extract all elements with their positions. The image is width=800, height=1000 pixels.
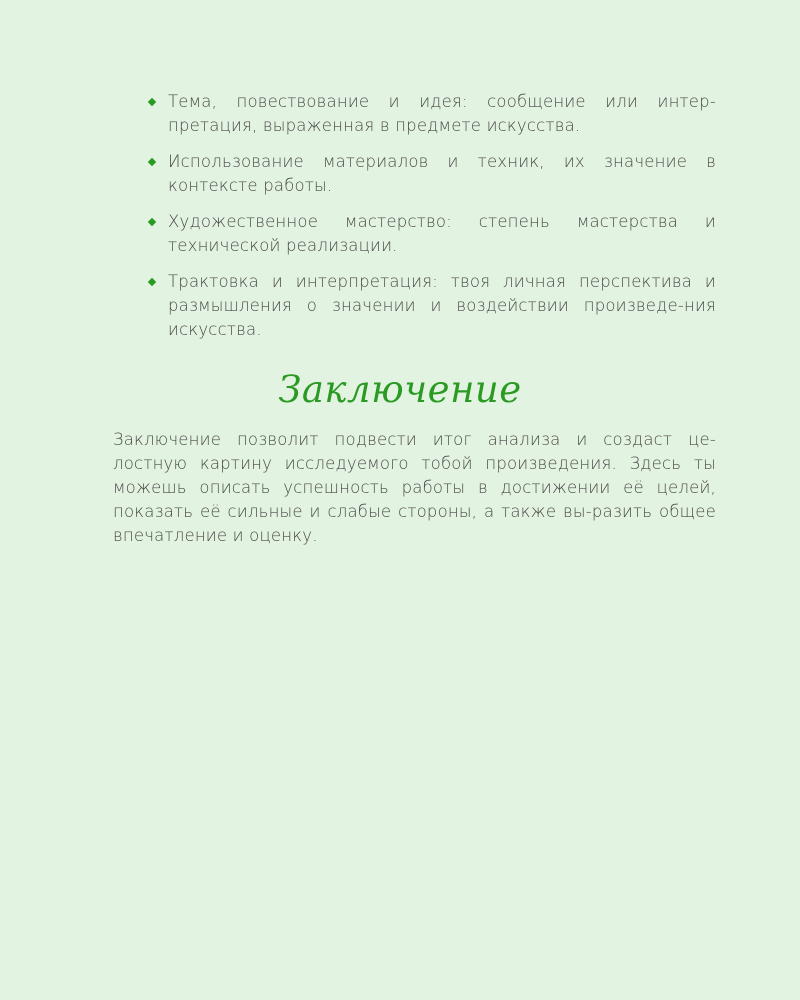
diamond-bullet-icon (148, 218, 156, 226)
list-item-text: Трактовка и интерпретация: твоя личная перспектива и размышления о значении и воздействии произведе-ния искусства. (168, 272, 716, 339)
list-item (148, 210, 716, 258)
conclusion-paragraph: Заключение позволит подвести итог анализа и создаст це-лостную картину исследуемого тобой произведения. Здесь ты можешь описать успешность работы в достижении её целей, показать её сильные и слабые стороны, а также вы-разить общее впечатление и оценку. (113, 430, 716, 545)
list-item-text: Художественное мастерство: степень мастерства и технической реализации. (168, 212, 716, 255)
section-heading: Заключение (278, 368, 522, 411)
list-item (148, 90, 716, 138)
diamond-bullet-icon (148, 278, 156, 286)
criteria-list (148, 90, 716, 354)
list-item-text: Тема, повествование и идея: сообщение или интер-претация, выраженная в предмете искусства. (168, 92, 716, 135)
list-item-text: Использование материалов и техник, их значение в контексте работы. (168, 152, 716, 195)
diamond-bullet-icon (148, 158, 156, 166)
list-item (148, 150, 716, 198)
diamond-bullet-icon (148, 98, 156, 106)
list-item (148, 270, 716, 342)
